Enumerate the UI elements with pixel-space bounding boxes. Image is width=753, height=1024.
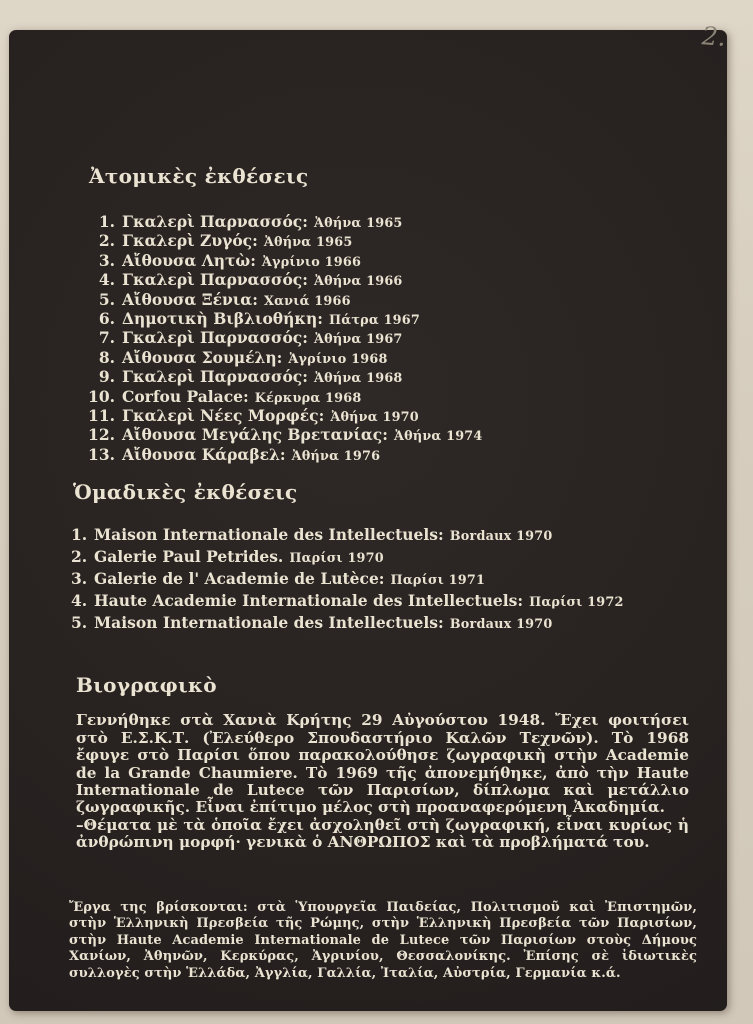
venue-name: Αἴθουσα Κάραβελ: [122,444,286,464]
biography-paragraph-1: Γεννήθηκε στὰ Χανιὰ Κρήτης 29 Αὐγούστου 1948. Ἔχει φοιτήσει στὸ Ε.Σ.Κ.Τ. (Ἐλεύθερο Σπουδαστήριο Καλῶν Τεχνῶν). Τὸ 1968 ἔφυγε στὸ Παρίσι ὅπου παρακολούθησε ζωγραφικὴ στὴν Academie de la Grande Chaumiere. Τὸ 1969 τῆς ἀπονεμήθηκε, ἀπὸ τὴν Haute Internationale de Lutece τῶν Παρισίων, δίπλωμα καὶ μετάλλιο ζωγραφικῆς. Εἶναι ἐπίτιμο μέλος στὴ προαναφερόμενη Ἀκαδημία. [76,711,689,817]
solo-exhibition-item [87,388,727,407]
item-number: 4. [98,270,115,290]
venue-name: Αἴθουσα Λητὼ: [122,250,256,270]
venue-name: Maison Internationale des Intellectuels: [94,525,444,545]
venue-name: Galerie de l' Academie de Lutèce: [94,569,385,589]
location-and-year: Κέρκυρα 1968 [254,390,362,406]
handwritten-page-number: 2. [701,21,727,52]
group-exhibitions-title: Ὁμαδικὲς ἐκθέσεις [73,480,298,505]
venue-name: Αἴθουσα Μεγάλης Βρετανίας: [122,425,388,445]
solo-exhibition-item [87,310,727,329]
item-number: 3. [98,250,115,270]
item-number: 10. [88,386,115,406]
item-number: 4. [71,591,88,611]
group-exhibition-item [71,569,727,591]
item-number: 13. [88,444,115,464]
group-exhibition-item [71,613,727,635]
venue-name: Γκαλερὶ Παρνασσός: [122,212,308,231]
solo-exhibitions-title: Ἀτομικὲς ἐκθέσεις [89,164,309,188]
item-number: 9. [98,367,115,387]
venue-name: Corfou Palace: [122,386,249,406]
venue-name: Γκαλερὶ Ζυγός: [122,231,258,251]
solo-exhibition-item [87,271,727,290]
location-and-year: Χανιά 1966 [263,293,351,309]
item-number: 2. [98,231,115,251]
item-number: 5. [98,289,115,309]
venue-name: Δημοτικὴ Βιβλιοθήκη: [122,309,324,329]
location-and-year: Παρίσι 1970 [289,551,384,567]
location-and-year: Πάτρα 1967 [329,313,420,329]
solo-exhibition-item [87,291,727,310]
solo-exhibition-item [87,349,727,368]
solo-exhibition-item [87,426,727,445]
solo-exhibition-item [87,213,727,232]
solo-exhibition-item [87,232,727,251]
item-number: 8. [98,347,115,367]
venue-name: Γκαλερὶ Παρνασσός: [122,367,308,387]
solo-exhibition-item [87,368,727,387]
venue-name: Γκαλερὶ Παρνασσός: [122,270,308,290]
location-and-year: Bordaux 1970 [449,617,553,633]
location-and-year: Παρίσι 1971 [390,573,486,589]
location-and-year: Ἀγρίνιο 1968 [288,351,388,367]
solo-exhibition-item [87,446,727,465]
solo-exhibition-item [87,407,727,426]
item-number: 7. [98,328,115,348]
location-and-year: Ἀθήνα 1965 [313,216,403,231]
group-exhibition-item [71,591,727,613]
item-number: 2. [71,547,88,567]
biography-paragraph-2: –Θέματα μὲ τὰ ὁποῖα ἔχει ἀσχοληθεῖ στὴ ζωγραφική, εἶναι κυρίως ἡ ἀνθρώπινη μορφή· γενικὰ ὁ ΑΝΘΡΩΠΟΣ καὶ τὰ προβλήματά του. [76,815,689,852]
location-and-year: Παρίσι 1972 [529,595,624,611]
location-and-year: Ἀθήνα 1970 [330,410,419,426]
solo-exhibition-item [87,329,727,348]
location-and-year: Ἀθήνα 1974 [393,429,483,445]
location-and-year: Ἀγρίνιο 1966 [261,254,362,270]
location-and-year: Ἀθήνα 1968 [313,371,403,387]
item-number: 1. [98,212,115,231]
location-and-year: Ἀθήνα 1967 [313,332,403,348]
item-number: 1. [71,525,88,545]
group-exhibition-item [71,525,727,547]
item-number: 6. [98,309,115,329]
location-and-year: Ἀθήνα 1976 [291,448,381,464]
group-exhibitions-list [9,525,727,635]
item-number: 11. [88,406,115,426]
venue-name: Galerie Paul Petrides. [94,547,284,567]
venue-name: Γκαλερὶ Παρνασσός: [122,328,308,348]
solo-exhibition-item [87,252,727,271]
venue-name: Γκαλερὶ Νέες Μορφές: [122,406,325,426]
location-and-year: Ἀθήνα 1966 [313,274,403,290]
solo-exhibitions-list [9,213,727,465]
venue-name: Maison Internationale des Intellectuels: [94,613,444,633]
location-and-year: Bordaux 1970 [449,529,553,545]
dark-printed-page [9,30,727,1011]
item-number: 3. [71,569,88,589]
biography-title: Βιογραφικὸ [76,673,217,698]
item-number: 5. [71,613,88,633]
venue-name: Haute Academie Internationale des Intellectuels: [94,591,524,611]
item-number: 12. [88,425,115,445]
location-and-year: Ἀθήνα 1965 [263,235,353,251]
venue-name: Αἴθουσα Ξένια: [122,289,258,309]
works-locations-paragraph: Ἔργα της βρίσκονται: στὰ Ὑπουργεῖα Παιδείας, Πολιτισμοῦ καὶ Ἐπιστημῶν, στὴν Ἑλληνικὴ Πρεσβεία τῆς Ρώμης, στὴν Ἑλληνικὴ Πρεσβεία τῶν Παρισίων, στὴν Haute Academie Internationale de Lutece τῶν Παρισίων στοὺς Δήμους Χανίων, Ἀθηνῶν, Κερκύρας, Ἀγρινίου, Θεσσαλονίκης. Ἐπίσης σὲ ἰδιωτικὲς συλλογὲς στὴν Ἑλλάδα, Ἀγγλία, Γαλλία, Ἰταλία, Αὐστρία, Γερμανία κ.ά. [69,899,697,981]
page-content [9,30,727,1011]
group-exhibition-item [71,547,727,569]
venue-name: Αἴθουσα Σουμέλη: [122,347,283,367]
